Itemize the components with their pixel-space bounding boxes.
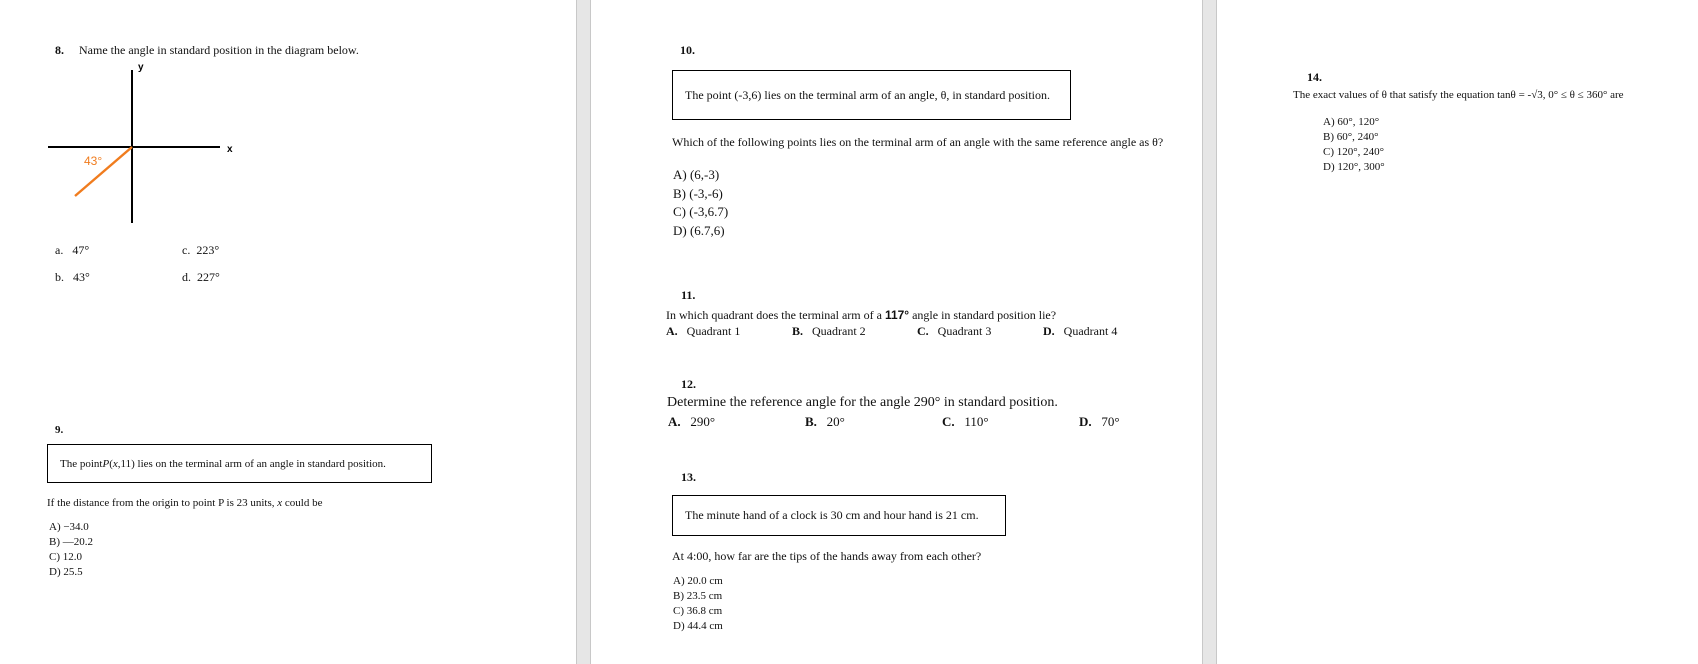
question-text: In which quadrant does the terminal arm of a 117° angle in standard position lie? — [666, 308, 1057, 322]
option-c: C) 120°, 240° — [1323, 146, 1385, 158]
option-c: C. 110° — [942, 414, 989, 429]
option-d: D) 44.4 cm — [673, 620, 723, 632]
option-d: d. 227° — [182, 270, 220, 284]
question-box: The minute hand of a clock is 30 cm and hour hand is 21 cm. — [672, 495, 1006, 536]
option-b: B) (-3,-6) — [673, 185, 723, 201]
option-b: B. 20° — [805, 414, 845, 429]
question-text: At 4:00, how far are the tips of the hands away from each other? — [672, 549, 982, 563]
option-d: D. Quadrant 4 — [1043, 324, 1118, 338]
option-a: A. Quadrant 1 — [666, 324, 741, 338]
option-a: a. 47° — [55, 243, 90, 257]
page-edge — [590, 0, 591, 664]
option-c: c. 223° — [182, 243, 220, 257]
x-axis-label: x — [227, 144, 233, 155]
answer-options — [673, 574, 723, 634]
question-number: 10. — [680, 43, 695, 57]
question-number: 9. — [55, 424, 64, 436]
answer-options — [673, 166, 728, 240]
question-text: Which of the following points lies on the terminal arm of an angle with the same reference angle as θ? — [672, 135, 1164, 149]
question-box: The point P ( x ,11) lies on the terminal arm of an angle in standard position. — [47, 444, 432, 483]
page-gutter-left — [576, 0, 591, 664]
answer-options — [1323, 115, 1385, 175]
angle-diagram — [40, 58, 240, 228]
answer-options — [49, 520, 93, 580]
y-axis-label: y — [138, 62, 144, 73]
option-c: C. Quadrant 3 — [917, 324, 992, 338]
page-edge — [1216, 0, 1217, 664]
option-a: A) 20.0 cm — [673, 575, 723, 587]
option-a: A) 60°, 120° — [1323, 116, 1380, 128]
option-a: A. 290° — [668, 414, 716, 429]
option-d: D) 25.5 — [49, 566, 83, 578]
option-c: C) 12.0 — [49, 551, 82, 563]
question-text: If the distance from the origin to point P is 23 units, x could be — [47, 497, 323, 509]
option-c: C) 36.8 cm — [673, 605, 723, 617]
option-a: A) (6,-3) — [673, 167, 720, 182]
option-b: B) 60°, 240° — [1323, 131, 1379, 143]
option-a: A) −34.0 — [49, 521, 89, 533]
option-d: D) (6.7,6) — [673, 222, 725, 238]
option-d: D) 120°, 300° — [1323, 161, 1385, 173]
question-number: 13. — [681, 470, 696, 484]
question-box: The point (-3,6) lies on the terminal arm of an angle, θ, in standard position. — [672, 70, 1071, 120]
option-b: B) —20.2 — [49, 536, 93, 548]
option-b: B) 23.5 cm — [673, 590, 723, 602]
question-number: 8. — [55, 43, 64, 57]
angle-label: 43° — [84, 154, 103, 168]
option-b: B. Quadrant 2 — [792, 324, 866, 338]
page-gutter-right — [1202, 0, 1217, 664]
question-number: 14. — [1307, 70, 1322, 84]
question-number: 12. — [681, 377, 696, 391]
question-text: The exact values of θ that satisfy the equation tanθ = -√3, 0° ≤ θ ≤ 360° are — [1293, 89, 1624, 101]
option-d: D. 70° — [1079, 414, 1120, 429]
question-prompt: Name the angle in standard position in the diagram below. — [79, 43, 359, 57]
option-c: C) (-3,6.7) — [673, 204, 729, 219]
question-text: Determine the reference angle for the angle 290° in standard position. — [667, 395, 1058, 410]
page-edge — [576, 0, 577, 664]
option-b: b. 43° — [55, 270, 90, 284]
question-number: 11. — [681, 288, 696, 302]
page-edge — [1202, 0, 1203, 664]
